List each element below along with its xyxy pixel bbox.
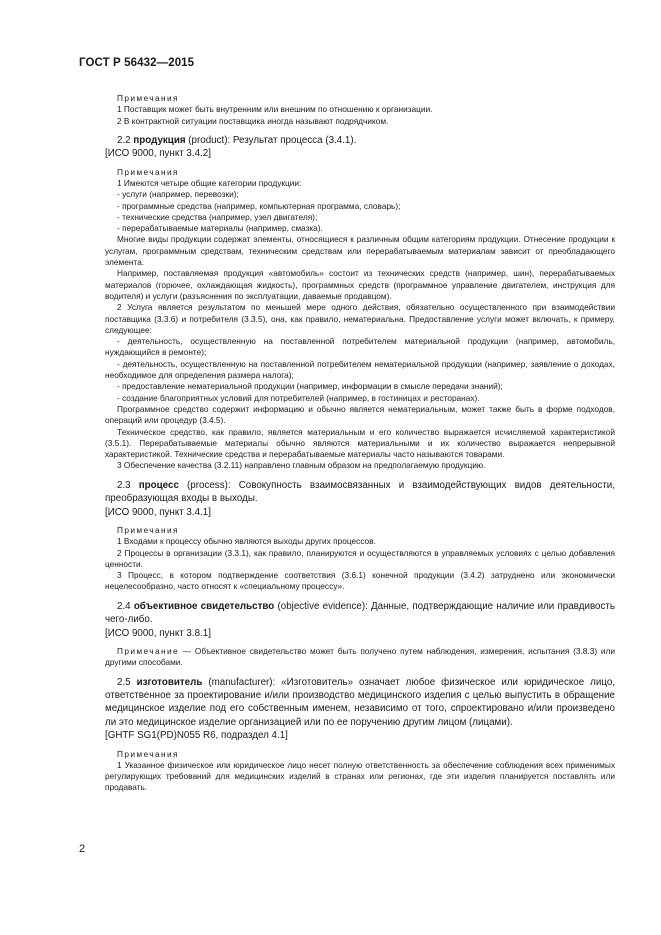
term-definition: (product): Результат процесса (3.4.1). xyxy=(185,134,357,146)
note-list-item: - технические средства (например, узел двигателя); xyxy=(117,211,318,222)
term-name: изготовитель xyxy=(136,676,203,688)
document-body xyxy=(105,93,615,794)
note-list-item: - создание благоприятных условий для потребителей (например, в гостиницах и ресторанах). xyxy=(117,392,480,403)
single-note xyxy=(105,646,615,669)
term-definition: (objective evidence): Данные, подтверждающие наличие или правдивость чего-либо. xyxy=(105,600,615,626)
note-text: 1 Имеются четыре общие категории продукции: xyxy=(117,178,302,188)
note-label: Примечание xyxy=(117,645,180,656)
term-number: 2.2 xyxy=(117,134,134,146)
note-list-item: - деятельность, осуществленную на поставленной потребителем материальной продукции (например, автомобиль, нуждающийся в ремонте); xyxy=(105,336,615,358)
note-text: 3 Обеспечение качества (3.2.11) направлено главным образом на предполагаемую продукцию. xyxy=(117,460,486,471)
term-2-5 xyxy=(105,676,615,730)
note-text: Многие виды продукции содержат элементы, относящиеся к различным общим категориям продукции. Отнесение продукции к услугам, программным средствам, техническим средствам или перерабатываемым материалам зависит от преобладающего элемента. xyxy=(105,234,615,268)
term-number: 2.3 xyxy=(117,479,139,491)
standard-header: ГОСТ Р 56432—2015 xyxy=(79,57,195,69)
note-text: 1 Входами к процессу обычно являются выходы других процессов. xyxy=(117,536,376,547)
note-list-item: - услуги (например, перевозки); xyxy=(117,189,239,200)
page-number: 2 xyxy=(79,843,86,855)
notes-label: Примечания xyxy=(117,748,179,759)
note-text: Программное средство содержит информацию и обычно является нематериальным, может также быть в форме подходов, операций или процедур (3.4.5). xyxy=(105,403,615,426)
note-text: 3 Процесс, в котором подтверждение соответствия (3.6.1) конечной продукции (3.4.2) затруднено или экономически нецелесообразно, часто относят к «специальному процессу». xyxy=(105,570,615,592)
term-reference: [GHTF SG1(PD)N055 R6, подраздел 4.1] xyxy=(105,730,288,742)
term-name: процесс xyxy=(138,479,179,491)
term-name: объективное свидетельство xyxy=(133,600,275,612)
term-number: 2.4 xyxy=(117,600,134,612)
notes-label: Примечания xyxy=(117,524,179,535)
notes-label: Примечания xyxy=(117,93,179,103)
note-list-item: - перерабатываемые материалы (например, смазка). xyxy=(117,223,323,234)
term-definition: (process): Совокупность взаимосвязанных и взаимодействующих видов деятельности, преобразующая входы в выходы. xyxy=(105,479,616,505)
term-reference: [ИСО 9000, пункт 3.8.1] xyxy=(105,627,211,639)
note-text: 1 Поставщик может быть внутренним или внешним по отношению к организации. xyxy=(117,104,433,115)
term-number: 2.5 xyxy=(117,676,137,688)
notes-label: Примечания xyxy=(117,166,179,177)
note-list-item: - предоставление нематериальной продукции (например, информации в смысле передачи знаний); xyxy=(117,381,503,392)
note-text: 1 Указанное физическое или юридическое лицо несет полную ответственность за обеспечение соблюдения всех применимых регулирующих требований для медицинских изделий в странах или регионах, где эти изделия планируется поставлять или продавать. xyxy=(105,759,615,793)
note-text: 2 Процессы в организации (3.3.1), как правило, планируются и осуществляются в управляемых условиях с целью добавления ценности. xyxy=(105,547,615,569)
term-reference: [ИСО 9000, пункт 3.4.2] xyxy=(105,148,211,160)
term-2-2 xyxy=(105,134,615,147)
term-reference: [ИСО 9000, пункт 3.4.1] xyxy=(105,506,211,518)
note-list-item: - программные средства (например, компьютерная программа, словарь); xyxy=(117,200,401,211)
term-definition: (manufacturer): «Изготовитель» означает любое физическое или юридическое лицо, ответственное за проектирование и/или производство медицинского изделия с целью выпустить в обращение медицинское изделие под его собственным именем, независимо от того, спроектировано и/или произведено ли это медицинское изделие организацией или по ее поручению другим лицом (лицами). xyxy=(105,676,615,728)
term-name: продукция xyxy=(133,134,186,146)
note-text: — Объективное свидетельство может быть получено путем наблюдения, измерения, испытания (3.8.3) или другими способами. xyxy=(105,645,615,668)
term-2-3 xyxy=(105,479,615,506)
note-text: Например, поставляемая продукция «автомобиль» состоит из технических средств (например, шин), перерабатываемых материалов (горючее, охлаждающая жидкость), программных средств (программное управление двигателем, инструкция для водителя) и услуги (разъяснения по эксплуатации, даваемые продавцом). xyxy=(105,268,615,301)
note-text: Техническое средство, как правило, является материальным и его количество выражается исчисляемой характеристикой (3.5.1). Перерабатываемые материалы обычно являются материальными и их количество выражается непрерывной характеристикой. Технические средства и перерабатываемые материалы часто называются товарами. xyxy=(105,426,615,460)
note-list-item: - деятельность, осуществленную на поставленной потребителем нематериальной продукции (например, заявление о доходах, необходимое для определения размера налога); xyxy=(105,358,615,381)
note-text: 2 В контрактной ситуации поставщика иногда называют подрядчиком. xyxy=(117,115,389,126)
term-2-4 xyxy=(105,600,615,627)
note-text: 2 Услуга является результатом по меньшей мере одного действия, обязательно осуществленного при взаимодействии поставщика (3.3.6) и потребителя (3.3.5), она, как правило, нематериальна. Предоставление услуги может включать, к примеру, следующее: xyxy=(105,302,615,335)
